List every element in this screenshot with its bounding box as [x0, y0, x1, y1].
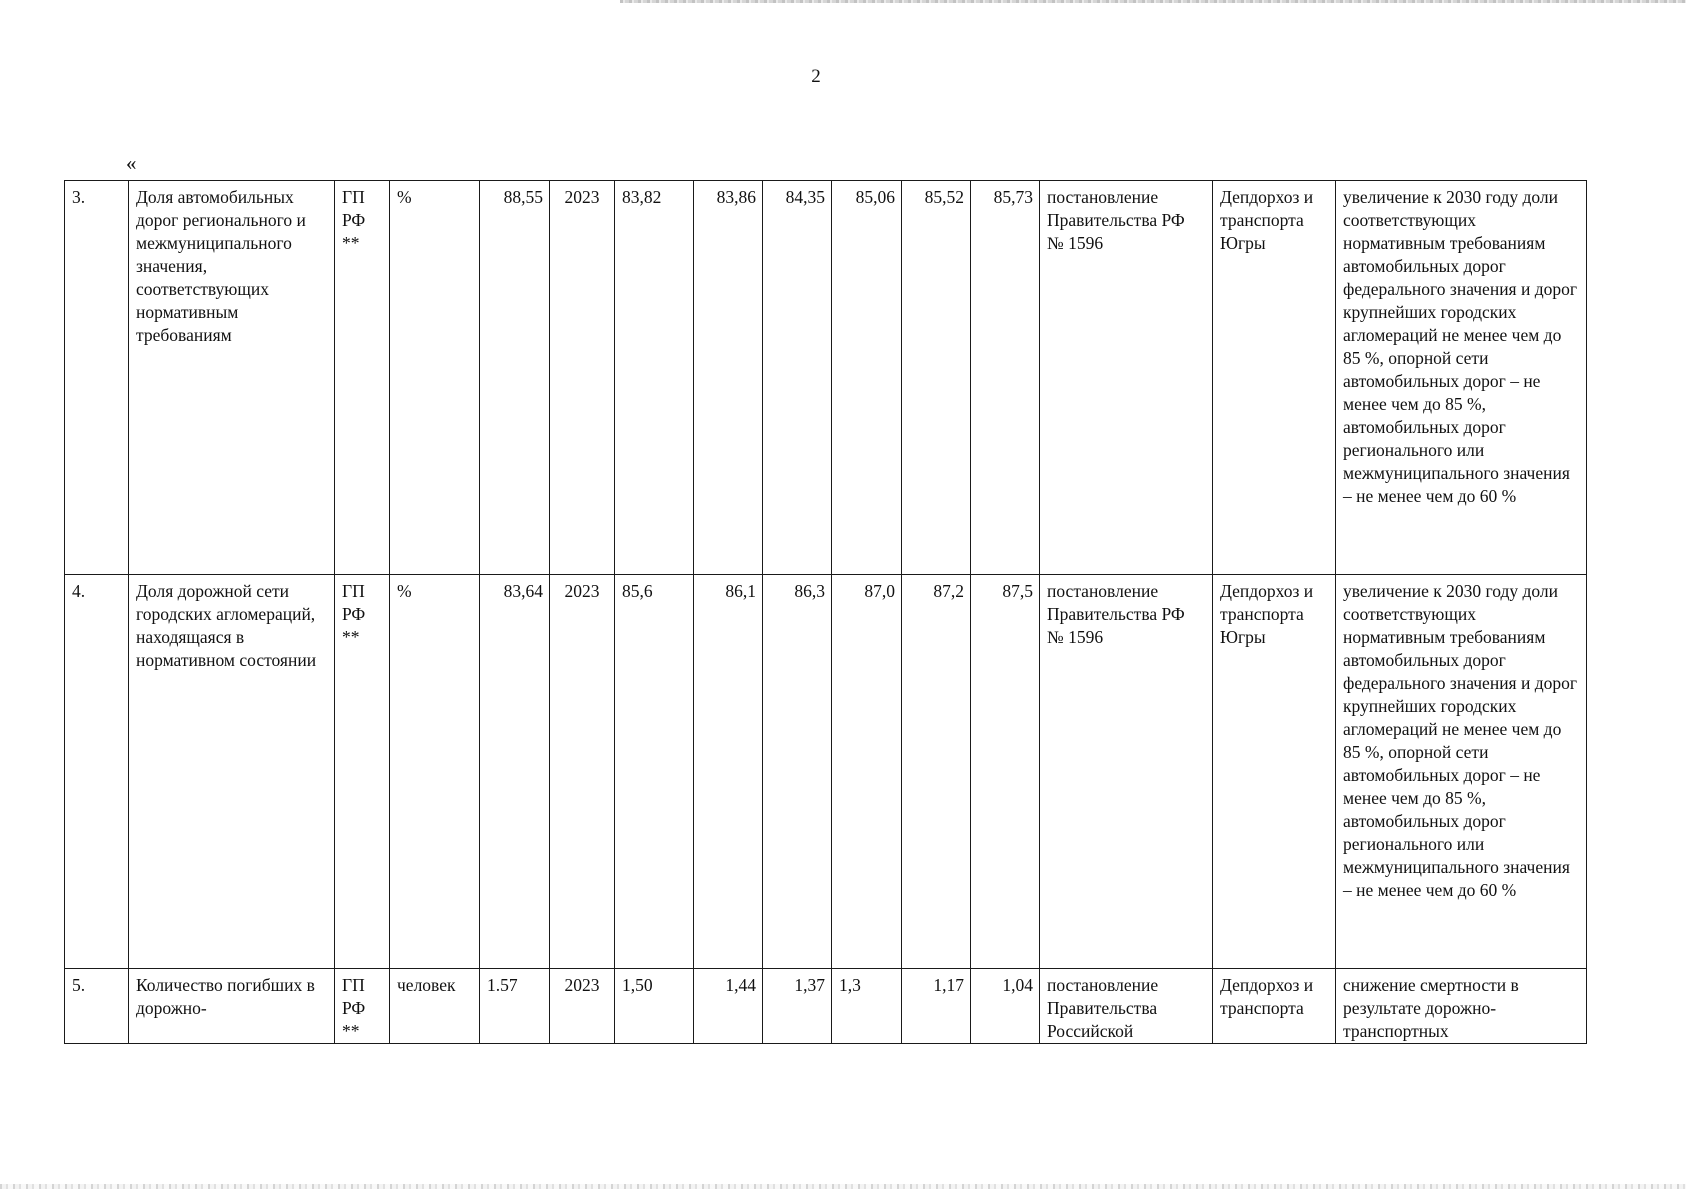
cell-year-value-5: 87,2 [902, 575, 971, 969]
cell-year-value-1: 85,6 [615, 575, 694, 969]
cell-year-value-6: 85,73 [971, 181, 1040, 575]
cell-responsible: Депдорхоз и транспорта Югры [1213, 575, 1336, 969]
cell-row-number: 4. [65, 575, 129, 969]
cell-year-value-6: 87,5 [971, 575, 1040, 969]
cell-year-value-5: 85,52 [902, 181, 971, 575]
cell-unit: % [390, 181, 480, 575]
cell-responsible: Депдорхоз и транспорта [1213, 969, 1336, 1044]
cell-year-value-1: 83,82 [615, 181, 694, 575]
cell-document: постановление Правительства Российской [1040, 969, 1213, 1044]
opening-quote-mark: « [126, 151, 137, 175]
cell-document: постановление Правительства РФ № 1596 [1040, 181, 1213, 575]
cell-national-goal-link: увеличение к 2030 году доли соответствующих нормативным требованиям автомобильных дорог федерального значения и дорог крупнейших городских агломераций не менее чем до 85 %, опорной сети автомобильных дорог – не менее чем до 85 %, автомобильных дорог регионального или межмуниципального значения – не менее чем до 60 % [1336, 181, 1587, 575]
cell-indicator-name: Доля автомобильных дорог регионального и межмуниципального значения, соответствующих нормативным требованиям [129, 181, 335, 575]
cell-base-year: 2023 [550, 575, 615, 969]
cell-year-value-3: 1,37 [763, 969, 832, 1044]
cell-base-value: 88,55 [480, 181, 550, 575]
cell-year-value-3: 86,3 [763, 575, 832, 969]
cell-year-value-2: 83,86 [694, 181, 763, 575]
cell-responsible: Депдорхоз и транспорта Югры [1213, 181, 1336, 575]
cell-national-goal-link: увеличение к 2030 году доли соответствующих нормативным требованиям автомобильных дорог федерального значения и дорог крупнейших городских агломераций не менее чем до 85 %, опорной сети автомобильных дорог – не менее чем до 85 %, автомобильных дорог регионального или межмуниципального значения – не менее чем до 60 % [1336, 575, 1587, 969]
cell-base-year: 2023 [550, 181, 615, 575]
cell-level: ГП РФ ** [335, 181, 390, 575]
indicators-table [64, 180, 1587, 1044]
cell-year-value-4: 85,06 [832, 181, 902, 575]
page-number: 2 [811, 66, 821, 87]
table-row [65, 969, 1587, 1044]
table-row [65, 181, 1587, 575]
cell-year-value-1: 1,50 [615, 969, 694, 1044]
cell-year-value-4: 1,3 [832, 969, 902, 1044]
cell-base-value: 83,64 [480, 575, 550, 969]
cell-base-year: 2023 [550, 969, 615, 1044]
cell-base-value: 1.57 [480, 969, 550, 1044]
cell-unit: % [390, 575, 480, 969]
cell-document: постановление Правительства РФ № 1596 [1040, 575, 1213, 969]
cell-indicator-name: Доля дорожной сети городских агломераций, находящаяся в нормативном состоянии [129, 575, 335, 969]
table-row [65, 575, 1587, 969]
cell-year-value-3: 84,35 [763, 181, 832, 575]
cell-year-value-2: 86,1 [694, 575, 763, 969]
cell-level: ГП РФ ** [335, 575, 390, 969]
cell-year-value-4: 87,0 [832, 575, 902, 969]
cell-row-number: 3. [65, 181, 129, 575]
cell-unit: человек [390, 969, 480, 1044]
cell-year-value-2: 1,44 [694, 969, 763, 1044]
cell-national-goal-link: снижение смертности в результате дорожно-транспортных [1336, 969, 1587, 1044]
cell-year-value-6: 1,04 [971, 969, 1040, 1044]
cell-row-number: 5. [65, 969, 129, 1044]
cell-level: ГП РФ ** [335, 969, 390, 1044]
cell-year-value-5: 1,17 [902, 969, 971, 1044]
indicators-table-container [64, 180, 1586, 1044]
scan-edge-top [620, 0, 1686, 3]
cell-indicator-name: Количество погибших в дорожно- [129, 969, 335, 1044]
scan-edge-bottom [0, 1184, 1686, 1189]
